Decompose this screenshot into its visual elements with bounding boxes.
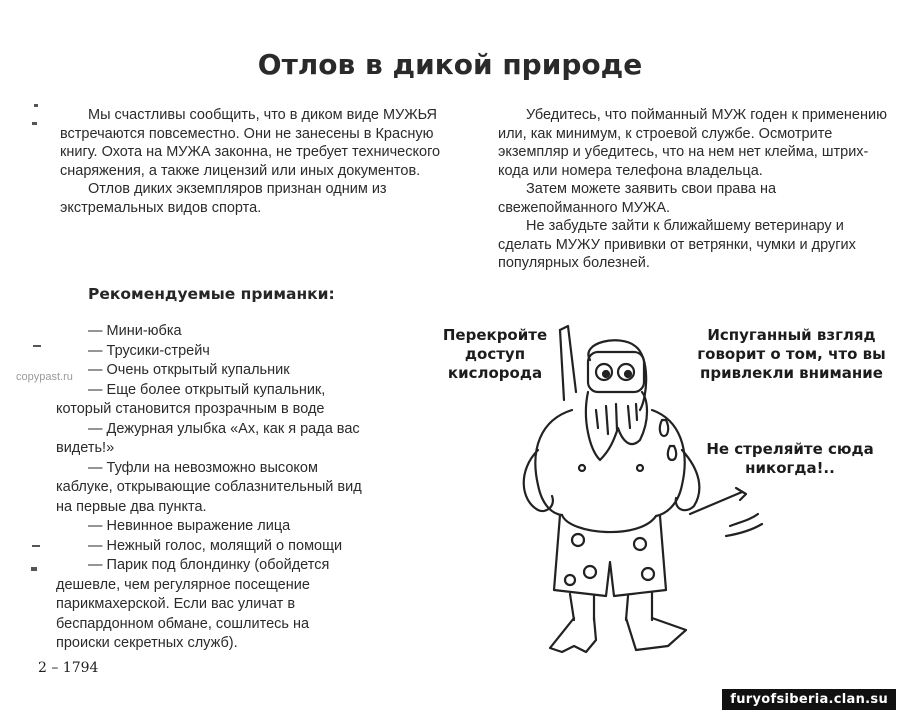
scan-artifact: [32, 122, 37, 125]
page-title: Отлов в дикой природе: [257, 48, 643, 81]
left-column: [60, 106, 475, 217]
flipper-left-icon: [550, 618, 596, 652]
right-paragraph-1: Убедитесь, что пойманный МУЖ годен к применению или, как минимум, к строевой службе. Осмотрите экземпляр и убедитесь, что на нем нет клейма, штрих-кода или номера телефона владельца.: [498, 107, 887, 179]
left-paragraph-2: Отлов диких экземпляров признан одним из экстремальных видов спорта.: [60, 181, 387, 216]
list-item: — Туфли на невозможно высоком каблуке, открывающие соблазнительный вид на первые два пункта.: [56, 459, 362, 515]
scan-artifact: [34, 104, 38, 107]
list-item: — Нежный голос, молящий о помощи: [88, 537, 343, 554]
scan-artifact: [31, 567, 37, 571]
lures-list: [56, 322, 366, 654]
scan-artifact: [32, 545, 40, 547]
lures-heading: Рекомендуемые приманки:: [88, 285, 335, 303]
list-item: — Еще более открытый купальник, который становится прозрачным в воде: [56, 381, 326, 417]
list-item: — Трусики-стрейч: [88, 342, 210, 359]
watermark: copypast.ru: [16, 371, 73, 383]
page-number: 2 – 1794: [38, 660, 99, 676]
scan-artifact: [33, 345, 41, 347]
callout-look: Испуганный взгляд говорит о том, что вы привлекли внимание: [697, 326, 886, 382]
arm-right-icon: [676, 450, 700, 510]
list-item: — Очень открытый купальник: [88, 362, 290, 378]
site-tag: furyofsiberia.clan.su: [722, 689, 896, 710]
right-column: [498, 106, 893, 273]
flipper-right-icon: [626, 618, 686, 650]
list-item: — Парик под блондинку (обойдется дешевле, чем регулярное посещение парикмахерской. Если вас уличат в беспардонном обмане, сошлитесь на происки секретных служб).: [56, 557, 330, 651]
left-paragraph-1: Мы счастливы сообщить, что в диком виде МУЖЬЯ встречаются повсеместно. Они не занесены в Красную книгу. Охота на МУЖА законна, не требует технического снаряжения, а также лицензий или иных документов.: [60, 107, 441, 179]
list-item: — Мини-юбка: [88, 323, 182, 339]
callout-oxygen: Перекройте доступ кислорода: [442, 326, 548, 382]
list-item: — Невинное выражение лица: [88, 518, 291, 534]
list-item: — Дежурная улыбка «Ах, как я рада вас видеть!»: [56, 420, 360, 456]
callout-shoot: Не стреляйте сюда никогда!..: [706, 440, 874, 477]
right-paragraph-3: Не забудьте зайти к ближайшему ветеринару и сделать МУЖУ прививки от ветрянки, чумки и других популярных болезней.: [498, 218, 856, 271]
arm-left-icon: [524, 450, 553, 511]
right-paragraph-2: Затем можете заявить свои права на свежепойманного МУЖА.: [498, 181, 777, 216]
